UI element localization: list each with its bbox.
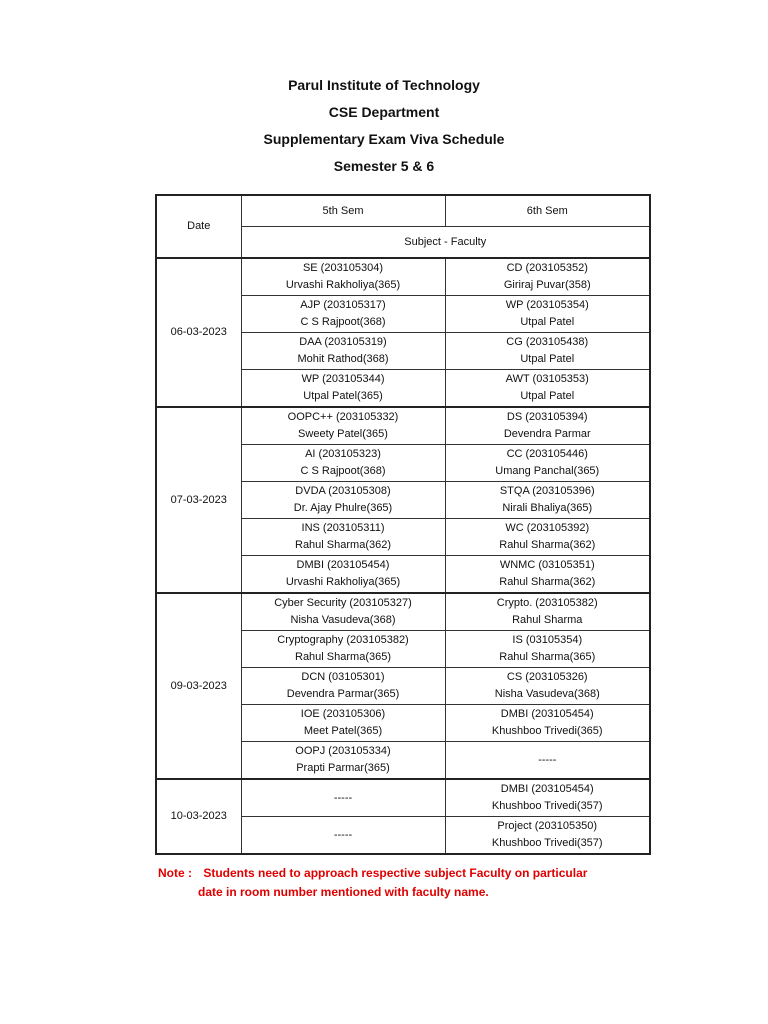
schedule-title: Supplementary Exam Viva Schedule — [263, 131, 505, 147]
sem6-subject-cell — [445, 779, 650, 817]
viva-schedule-table — [155, 194, 651, 855]
subject-name: AWT (03105353) — [505, 373, 589, 385]
sem5-subject-cell — [241, 779, 445, 817]
sem6-subject-cell — [445, 593, 650, 631]
sem5-subject-cell — [241, 593, 445, 631]
faculty-name: C S Rajpoot(368) — [300, 465, 386, 477]
subject-name: DVDA (203105308) — [295, 485, 391, 497]
sem5-subject-cell — [241, 705, 445, 742]
faculty-name: Sweety Patel(365) — [298, 428, 388, 440]
sem5-column-header: 5th Sem — [241, 195, 445, 227]
subject-name: SE (203105304) — [302, 262, 384, 274]
date-cell: 07-03-2023 — [156, 407, 241, 593]
subject-name: CG (203105438) — [506, 336, 589, 348]
sem6-subject-cell — [445, 742, 650, 780]
table-row — [156, 779, 650, 817]
sem5-subject-cell — [241, 407, 445, 445]
table-header-row — [156, 195, 650, 227]
note-line-2: date in room number mentioned with faculty name. — [198, 885, 489, 899]
sem5-subject-cell — [241, 519, 445, 556]
subject-name: DMBI (203105454) — [296, 559, 390, 571]
faculty-name: Devendra Parmar — [503, 428, 591, 440]
faculty-name: Rahul Sharma(362) — [499, 539, 596, 551]
faculty-name: Rahul Sharma(362) — [295, 539, 391, 551]
faculty-name: Rahul Sharma — [512, 614, 583, 626]
sem6-subject-cell — [445, 370, 650, 408]
subject-name: DMBI (203105454) — [500, 708, 594, 720]
date-column-header: Date — [156, 195, 241, 258]
date-cell: 06-03-2023 — [156, 258, 241, 407]
faculty-name: Dr. Ajay Phulre(365) — [293, 502, 393, 514]
faculty-name: Umang Panchal(365) — [495, 465, 600, 477]
sem5-subject-cell — [241, 631, 445, 668]
faculty-name: Utpal Patel — [520, 353, 575, 365]
subject-name: CC (203105446) — [506, 448, 588, 460]
sem6-subject-cell — [445, 668, 650, 705]
subject-name: AJP (203105317) — [300, 299, 386, 311]
faculty-name: Rahul Sharma(362) — [499, 576, 596, 588]
sem5-subject-cell — [241, 258, 445, 296]
faculty-name: Utpal Patel(365) — [303, 390, 383, 402]
subject-name: OOPJ (203105334) — [295, 745, 391, 757]
faculty-name: Utpal Patel — [520, 390, 575, 402]
sem6-subject-cell — [445, 407, 650, 445]
sem6-subject-cell — [445, 482, 650, 519]
institute-title: Parul Institute of Technology — [288, 77, 480, 93]
note-line-1: Students need to approach respective subject Faculty on particular — [203, 866, 588, 880]
document-header — [0, 72, 768, 180]
sem5-subject-cell — [241, 296, 445, 333]
subject-name: IS (03105354) — [512, 634, 583, 646]
subject-faculty-header: Subject - Faculty — [241, 227, 650, 259]
date-cell: 09-03-2023 — [156, 593, 241, 779]
faculty-name: C S Rajpoot(368) — [300, 316, 386, 328]
faculty-name: Nisha Vasudeva(368) — [494, 688, 600, 700]
subject-name: INS (203105311) — [301, 522, 385, 534]
faculty-name: Utpal Patel — [520, 316, 575, 328]
faculty-name: Urvashi Rakholiya(365) — [285, 279, 401, 291]
faculty-name: Nisha Vasudeva(368) — [290, 614, 396, 626]
sem5-subject-cell — [241, 817, 445, 855]
subject-name: Crypto. (203105382) — [496, 597, 598, 609]
sem5-subject-cell — [241, 333, 445, 370]
subject-name: DAA (203105319) — [299, 336, 387, 348]
sem6-column-header: 6th Sem — [445, 195, 650, 227]
subject-name: STQA (203105396) — [499, 485, 595, 497]
faculty-name: Prapti Parmar(365) — [296, 762, 390, 774]
department-title: CSE Department — [328, 104, 440, 120]
subject-name: DS (203105394) — [506, 411, 588, 423]
faculty-name: Mohit Rathod(368) — [297, 353, 389, 365]
faculty-name: Devendra Parmar(365) — [286, 688, 400, 700]
sem6-subject-cell — [445, 333, 650, 370]
subject-name: Project (203105350) — [497, 820, 598, 832]
note-label: Note : — [158, 866, 192, 880]
sem5-subject-cell — [241, 668, 445, 705]
subject-name: CS (203105326) — [506, 671, 588, 683]
faculty-name: Khushboo Trivedi(357) — [491, 837, 603, 849]
subject-name: WNMC (03105351) — [499, 559, 595, 571]
faculty-name: Giriraj Puvar(358) — [503, 279, 591, 291]
subject-name: Cryptography (203105382) — [277, 634, 409, 646]
sem5-subject-cell — [241, 482, 445, 519]
faculty-name: Khushboo Trivedi(357) — [491, 800, 603, 812]
sem6-subject-cell — [445, 705, 650, 742]
sem6-subject-cell — [445, 445, 650, 482]
sem6-subject-cell — [445, 556, 650, 594]
date-cell: 10-03-2023 — [156, 779, 241, 854]
faculty-name: Nirali Bhaliya(365) — [502, 502, 593, 514]
subject-name: OOPC++ (203105332) — [287, 411, 399, 423]
sem5-subject-cell — [241, 556, 445, 594]
faculty-name: Meet Patel(365) — [303, 725, 383, 737]
subject-name: AI (203105323) — [305, 448, 381, 460]
subject-name: WC (203105392) — [505, 522, 590, 534]
sem5-subject-cell — [241, 742, 445, 780]
sem5-subject-cell — [241, 370, 445, 408]
subject-name: ----- — [333, 791, 353, 804]
faculty-name: Urvashi Rakholiya(365) — [285, 576, 401, 588]
faculty-name: Rahul Sharma(365) — [499, 651, 596, 663]
table-row — [156, 593, 650, 631]
subject-name: ----- — [538, 753, 557, 766]
subject-name: WP (203105344) — [301, 373, 385, 385]
faculty-name: Rahul Sharma(365) — [295, 651, 391, 663]
sem6-subject-cell — [445, 296, 650, 333]
semester-title: Semester 5 & 6 — [333, 158, 435, 174]
subject-name: ----- — [333, 828, 353, 841]
subject-name: Cyber Security (203105327) — [274, 597, 412, 609]
sem5-subject-cell — [241, 445, 445, 482]
subject-name: IOE (203105306) — [300, 708, 386, 720]
table-row — [156, 407, 650, 445]
note-block — [158, 864, 718, 902]
sem6-subject-cell — [445, 258, 650, 296]
subject-name: DMBI (203105454) — [500, 783, 594, 795]
sem6-subject-cell — [445, 631, 650, 668]
subject-name: WP (203105354) — [505, 299, 589, 311]
table-row — [156, 258, 650, 296]
sem6-subject-cell — [445, 817, 650, 855]
faculty-name: Khushboo Trivedi(365) — [491, 725, 603, 737]
subject-name: CD (203105352) — [506, 262, 588, 274]
subject-name: DCN (03105301) — [301, 671, 385, 683]
sem6-subject-cell — [445, 519, 650, 556]
